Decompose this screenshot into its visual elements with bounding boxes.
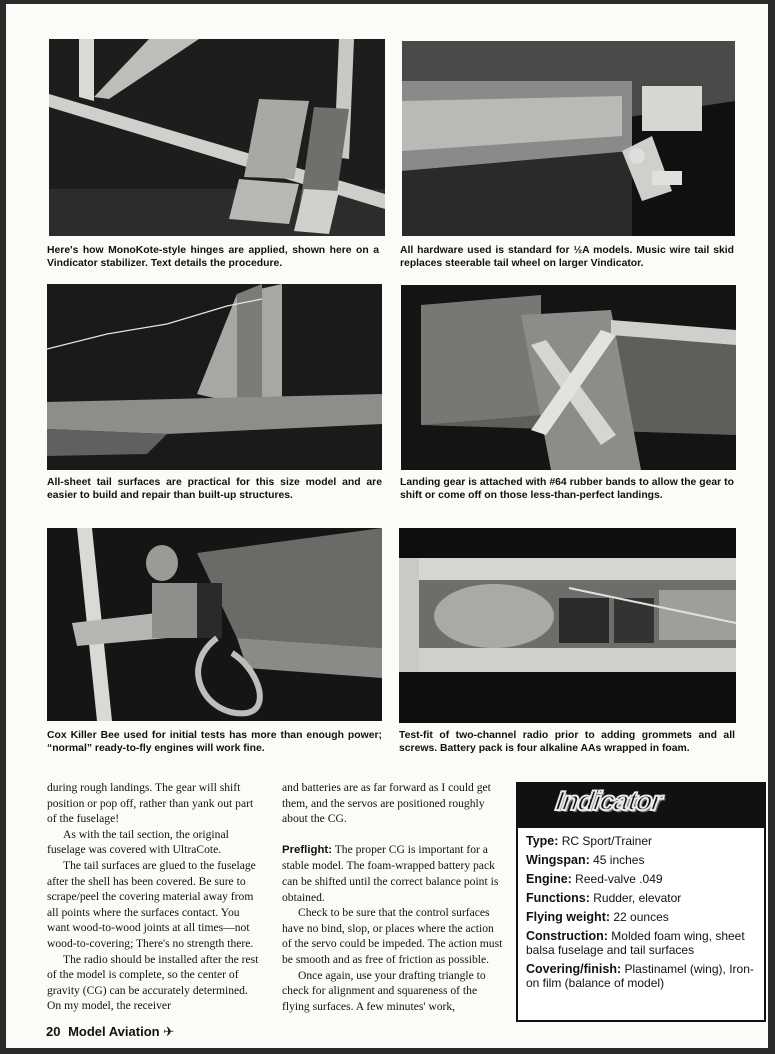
body-column-1 (47, 780, 259, 1014)
magazine-page (6, 4, 768, 1048)
airplane-icon: ✈ (163, 1024, 175, 1039)
body-paragraph: As with the tail section, the original fuselage was covered with UltraCote. (47, 827, 229, 857)
body-column-2 (282, 780, 504, 1014)
body-paragraph: The tail surfaces are glued to the fuselage after the shell has been covered. Be sure to scrape/peel the covering material away from all points where the surfaces contact. You want wood-to-wood joints at all times—not wood-to-covering; There's no strength there. (47, 858, 256, 950)
spec-row-covering: Covering/finish: Plastinamel (wing), Iron-on film (balance of model) (526, 962, 754, 990)
spec-row-wingspan: Wingspan: 45 inches (526, 853, 645, 867)
caption-tail-hardware: All hardware used is standard for ½A models. Music wire tail skid replaces steerable tail wheel on larger Vindicator. (400, 245, 734, 269)
magazine-name: Model Aviation (68, 1024, 160, 1039)
spec-list (518, 828, 764, 990)
spec-box-title: Indicator (553, 786, 664, 816)
page-number: 20 (46, 1024, 61, 1039)
page-footer (46, 1024, 174, 1040)
caption-tail-surfaces: All-sheet tail surfaces are practical for this size model and are easier to build and repair than built-up structures. (47, 477, 382, 501)
caption-landing-gear: Landing gear is attached with #64 rubber bands to allow the gear to shift or come off on those less-than-perfect landings. (400, 477, 734, 501)
spec-row-engine: Engine: Reed-valve .049 (526, 872, 663, 886)
photo-landing-gear (401, 285, 736, 470)
spec-box-header (518, 784, 764, 828)
body-paragraph-preflight (282, 842, 504, 905)
photo-radio (399, 528, 736, 723)
spec-row-flying-weight: Flying weight: 22 ounces (526, 910, 669, 924)
spec-row-functions: Functions: Rudder, elevator (526, 891, 682, 905)
photo-tail-hardware (402, 41, 735, 236)
body-paragraph: and batteries are as far forward as I could get them, and the servos are positioned roughly about the CG. (282, 781, 491, 826)
photo-tail-surfaces (47, 284, 382, 470)
photo-engine (47, 528, 382, 721)
photo-stabilizer-hinges (49, 39, 385, 236)
caption-engine: Cox Killer Bee used for initial tests has more than enough power; “normal” ready-to-fly engines will work fine. (47, 730, 382, 754)
body-paragraph: during rough landings. The gear will shift position or pop off, rather than yank out part of the fuselage! (47, 781, 254, 826)
body-paragraph: The radio should be installed after the rest of the model is complete, so the center of gravity (CG) can be accurately determined. On my model, the receiver (47, 952, 259, 1013)
caption-radio: Test-fit of two-channel radio prior to adding grommets and all screws. Battery pack is four alkaline AAs wrapped in foam. (399, 730, 735, 754)
preflight-heading: Preflight: (282, 843, 332, 856)
caption-stabilizer-hinges: Here's how MonoKote-style hinges are applied, shown here on a Vindicator stabilizer. Text details the procedure. (47, 245, 379, 269)
body-paragraph: Once again, use your drafting triangle to check for alignment and squareness of the flying surfaces. A few minutes' work, (282, 968, 486, 1013)
spec-row-construction: Construction: Molded foam wing, sheet balsa fuselage and tail surfaces (526, 929, 745, 957)
preflight-text: The proper CG is important for a stable model. The foam-wrapped battery pack can be shifted until the correct balance point is obtained. (282, 842, 499, 904)
body-paragraph: Check to be sure that the control surfaces have no bind, slop, or places where the action of the servo could be impeded. The action must be smooth and as free of friction as possible. (282, 906, 503, 966)
spec-row-type: Type: RC Sport/Trainer (526, 834, 653, 848)
spec-box (516, 782, 766, 1022)
